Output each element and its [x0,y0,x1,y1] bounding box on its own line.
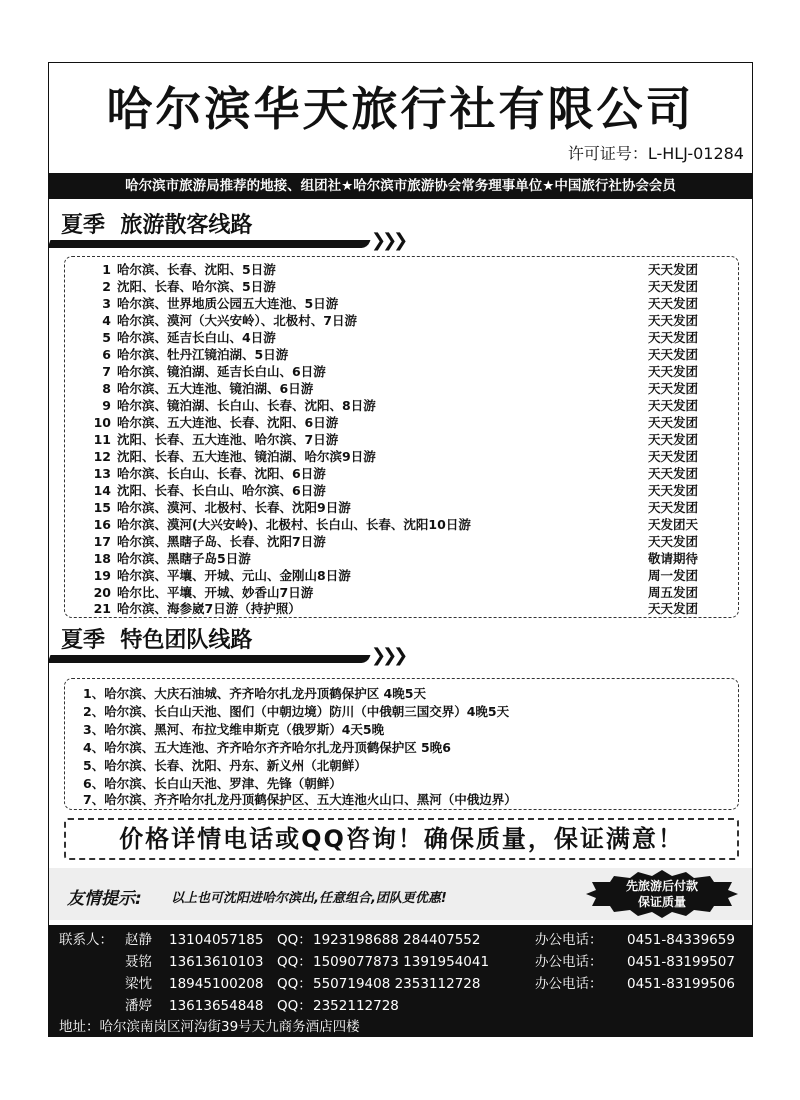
route-schedule: 天天发团 [647,279,698,294]
qq-label: QQ： [277,932,312,948]
route-row [65,363,738,381]
route-text: 沈阳、长春、五大连池、哈尔滨、7日游 [117,432,339,447]
route-schedule: 周一发团 [647,568,698,583]
route-number: 3 [102,296,111,311]
license-number: 许可证号：L-HLJ-01284 [567,144,744,163]
route-row [65,414,738,432]
route-text: 哈尔滨、平壤、开城、元山、金刚山8日游 [117,568,351,583]
route-row [65,516,738,534]
route-row [65,499,738,517]
tip-text: 以上也可沈阳进哈尔滨出,任意组合,团队更优惠! [171,891,447,906]
team-routes-list [64,678,739,810]
contact-qq: 2352112728 [313,998,399,1014]
contact-qq: 550719408 2353112728 [313,976,481,992]
route-row [65,448,738,466]
chevrons-icon: ❯❯❯ [371,645,405,666]
qq-label: QQ： [277,954,312,970]
team-route-item: 6、哈尔滨、长白山天池、罗津、先锋（朝鲜） [83,776,342,791]
route-text: 哈尔滨、五大连池、长春、沈阳、6日游 [117,415,339,430]
contact-name: 赵静 [125,932,152,948]
route-schedule: 天天发团 [647,296,698,311]
route-row [65,329,738,347]
route-row [65,533,738,551]
route-number: 19 [93,568,111,583]
route-schedule: 周五发团 [647,585,698,600]
route-number: 10 [93,415,111,430]
contact-name: 聂铭 [125,954,152,970]
route-row [65,465,738,483]
route-number: 11 [93,432,111,447]
chevrons-icon: ❯❯❯ [371,230,405,251]
route-schedule: 天天发团 [647,364,698,379]
route-text: 哈尔滨、长白山、长春、沈阳、6日游 [117,466,326,481]
route-number: 12 [93,449,111,464]
section-title: 夏季 旅游散客线路 [61,213,253,238]
team-route-item: 4、哈尔滨、五大连池、齐齐哈尔齐齐哈尔扎龙丹顶鹤保护区 5晚6 [83,740,451,755]
route-schedule: 天天发团 [647,415,698,430]
badge-line: 保证质量 [637,895,686,909]
section-heading-scattered-routes [49,211,429,251]
office-label: 办公电话： [535,954,603,970]
route-schedule: 天发团天 [647,517,698,532]
address-row [59,1016,749,1037]
route-text: 哈尔滨、黑瞎子岛、长春、沈阳7日游 [117,534,326,549]
route-text: 哈尔滨、牡丹江镜泊湖、5日游 [117,347,289,362]
office-phone[interactable]: 0451-83199506 [627,976,735,992]
team-route-item: 5、哈尔滨、长春、沈阳、丹东、新义州（北朝鲜） [83,758,367,773]
route-number: 17 [93,534,111,549]
qq-label: QQ： [277,998,312,1014]
office-label: 办公电话： [535,976,603,992]
route-row [65,397,738,415]
route-text: 哈尔滨、漠河（大兴安岭）、北极村、7日游 [117,313,357,328]
route-schedule: 天天发团 [647,500,698,515]
route-text: 哈尔滨、漠河(大兴安岭)、北极村、长白山、长春、沈阳10日游 [117,517,471,532]
swoosh-underline [48,240,370,248]
section-heading-team-routes [49,626,429,666]
route-number: 20 [93,585,111,600]
route-row [65,482,738,500]
contact-label: 联系人： [59,932,113,948]
route-row [65,261,738,279]
route-number: 13 [93,466,111,481]
friendly-tip-bar [49,868,752,920]
route-text: 哈尔滨、世界地质公园五大连池、5日游 [117,296,339,311]
route-text: 沈阳、长春、长白山、哈尔滨、6日游 [117,483,326,498]
route-text: 哈尔滨、镜泊湖、长白山、长春、沈阳、8日游 [117,398,376,413]
route-row [65,567,738,585]
contact-row [59,929,749,951]
route-number: 18 [93,551,111,566]
route-schedule: 天天发团 [647,313,698,328]
route-schedule: 天天发团 [647,601,698,616]
route-text: 哈尔滨、漠河、北极村、长春、沈阳9日游 [117,500,351,515]
contact-phone[interactable]: 13613654848 [169,998,264,1014]
route-schedule: 天天发团 [647,330,698,345]
route-row [65,431,738,449]
route-row [65,312,738,330]
route-text: 哈尔滨、镜泊湖、延吉长白山、6日游 [117,364,326,379]
office-label: 办公电话： [535,932,603,948]
route-number: 14 [93,483,111,498]
route-row [65,295,738,313]
route-schedule: 敬请期待 [647,551,698,566]
route-row [65,600,738,618]
route-number: 9 [102,398,111,413]
contact-section [49,925,752,1037]
route-number: 2 [102,279,111,294]
route-text: 哈尔滨、海参崴7日游（持护照） [117,601,301,616]
swoosh-underline [48,655,370,663]
route-text: 沈阳、长春、五大连池、镜泊湖、哈尔滨9日游 [117,449,376,464]
office-phone[interactable]: 0451-84339659 [627,932,735,948]
qq-label: QQ： [277,976,312,992]
office-phone[interactable]: 0451-83199507 [627,954,735,970]
route-schedule: 天天发团 [647,432,698,447]
route-schedule: 天天发团 [647,262,698,277]
route-schedule: 天天发团 [647,381,698,396]
route-schedule: 天天发团 [647,483,698,498]
route-schedule: 天天发团 [647,347,698,362]
badge-line: 先旅游后付款 [625,879,698,893]
route-number: 4 [102,313,111,328]
route-row [65,278,738,296]
route-number: 7 [102,364,111,379]
route-number: 16 [93,517,111,532]
badge-text [586,878,738,910]
route-row [65,380,738,398]
route-number: 21 [93,601,111,616]
team-route-item: 1、哈尔滨、大庆石油城、齐齐哈尔扎龙丹顶鹤保护区 4晚5天 [83,686,426,701]
route-row [65,346,738,364]
route-text: 哈尔滨、延吉长白山、4日游 [117,330,276,345]
address: 地址：哈尔滨南岗区河沟街39号天九商务酒店四楼 [59,1019,360,1035]
contact-phone[interactable]: 13104057185 [169,932,264,948]
contact-row [59,951,749,973]
team-route-item: 7、哈尔滨、齐齐哈尔扎龙丹顶鹤保护区、五大连池火山口、黑河（中俄边界） [83,792,517,807]
route-schedule: 天天发团 [647,534,698,549]
flyer-page [48,62,753,1037]
team-route-item: 3、哈尔滨、黑河、布拉戈维申斯克（俄罗斯）4天5晚 [83,722,385,737]
route-number: 5 [102,330,111,345]
contact-row [59,995,749,1017]
tip-label: 友情提示: [67,889,142,909]
credentials-banner: 哈尔滨市旅游局推荐的地接、组团社★哈尔滨市旅游协会常务理事单位★中国旅行社协会会员 [49,173,752,199]
route-text: 沈阳、长春、哈尔滨、5日游 [117,279,276,294]
route-text: 哈尔滨、长春、沈阳、5日游 [117,262,276,277]
route-text: 哈尔滨、五大连池、镜泊湖、6日游 [117,381,314,396]
route-schedule: 天天发团 [647,398,698,413]
route-number: 8 [102,381,111,396]
contact-name: 潘婷 [125,998,152,1014]
contact-name: 梁忱 [125,976,152,992]
route-row [65,550,738,568]
route-number: 6 [102,347,111,362]
route-schedule: 天天发团 [647,449,698,464]
contact-phone[interactable]: 18945100208 [169,976,264,992]
company-name: 哈尔滨华天旅行社有限公司 [106,82,695,136]
route-number: 1 [102,262,111,277]
section-title: 夏季 特色团队线路 [61,628,253,653]
route-schedule: 天天发团 [647,466,698,481]
contact-qq: 1509077873 1391954041 [313,954,490,970]
contact-row [59,973,749,995]
contact-phone[interactable]: 13613610103 [169,954,264,970]
team-route-item: 2、哈尔滨、长白山天池、图们（中朝边境）防川（中俄朝三国交界）4晚5天 [83,704,510,719]
starburst-badge [586,870,738,918]
scattered-routes-list [64,256,739,618]
route-text: 哈尔比、平壤、开城、妙香山7日游 [117,585,314,600]
route-number: 15 [93,500,111,515]
contact-qq: 1923198688 284407552 [313,932,481,948]
price-inquiry-notice: 价格详情电话或QQ咨询！确保质量，保证满意！ [64,818,739,860]
route-text: 哈尔滨、黑瞎子岛5日游 [117,551,251,566]
